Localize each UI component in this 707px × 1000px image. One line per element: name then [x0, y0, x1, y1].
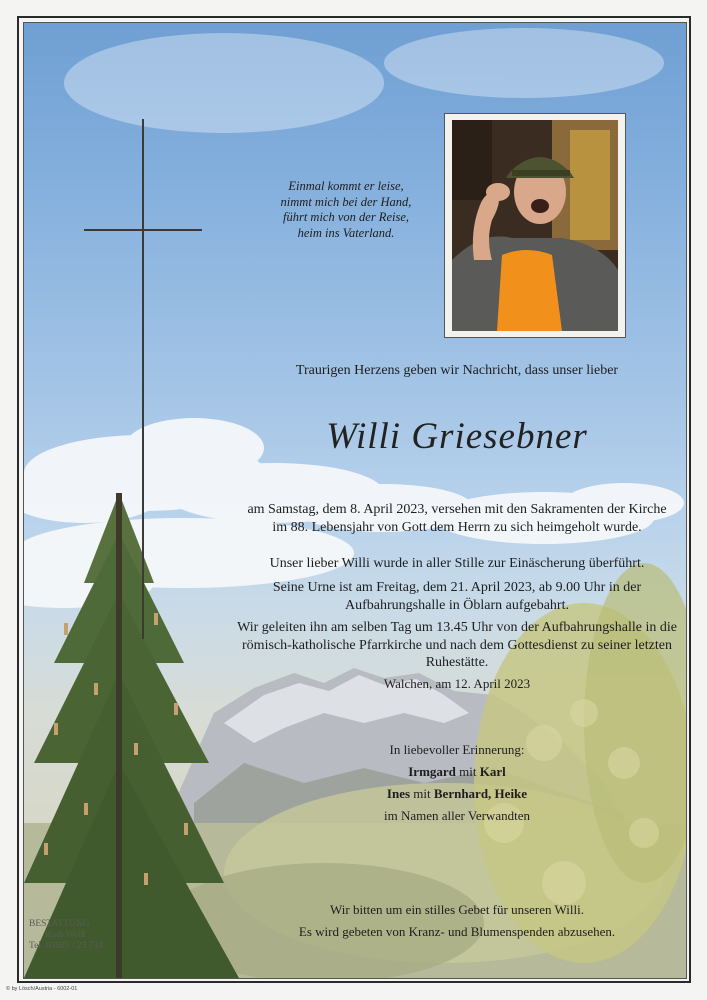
poem-line: nimmt mich bei der Hand,	[280, 194, 412, 209]
mourners-closing: im Namen aller Verwandten	[384, 808, 530, 823]
prayer-request: Wir bitten um ein stilles Gebet für unseren Willi.	[330, 902, 584, 917]
undertaker-phone: Tel. 03685 / 23 733	[29, 941, 104, 951]
deceased-name: Willi Griesebner	[326, 416, 588, 457]
notice-panel	[23, 22, 687, 979]
intro-text: Traurigen Herzens geben wir Nachricht, dass unser lieber	[295, 363, 619, 378]
paragraph-cremation: Unser lieber Willi wurde in aller Stille zur Einäscherung überführt.	[269, 556, 645, 571]
flower-note: Es wird gebeten von Kranz- und Blumenspenden abzusehen.	[298, 924, 616, 939]
cross-vertical-bar	[142, 119, 144, 639]
mourner-row	[244, 783, 670, 805]
poem-line: heim ins Vaterland.	[297, 225, 395, 240]
mourner-conj: mit	[459, 764, 477, 779]
mourners-heading: In liebevoller Erinnerung:	[389, 742, 525, 757]
mourner-name: Irmgard	[408, 764, 456, 779]
poem	[246, 179, 446, 241]
mourner-name: Ines	[386, 786, 411, 801]
mourner-conj: mit	[413, 786, 431, 801]
undertaker-name: Rudi Weiß	[45, 930, 86, 940]
poem-line: führt mich von der Reise,	[282, 210, 409, 224]
mourner-name: Karl	[479, 764, 506, 779]
portrait-photo	[452, 120, 618, 331]
mourner-row	[244, 761, 670, 783]
mourners	[244, 739, 670, 827]
portrait-frame	[444, 113, 626, 338]
mourner-name: Bernhard, Heike	[433, 786, 528, 801]
place-date: Walchen, am 12. April 2023	[383, 676, 531, 691]
cross-horizontal-bar	[84, 229, 202, 231]
undertaker-info	[29, 919, 103, 952]
undertaker-label: BESTATTUNG	[29, 919, 90, 929]
poem-line: Einmal kommt er leise,	[288, 179, 404, 193]
paragraph-passing: am Samstag, dem 8. April 2023, versehen mit den Sakramenten der Kirche im 88. Lebensjahr von Gott dem Herrn zu sich heimgeholt wurde.	[247, 502, 667, 535]
paragraph-funeral: Wir geleiten ihn am selben Tag um 13.45 Uhr von der Aufbahrungshalle in die römisch-katholische Pfarrkirche und nach dem Gottesdienst zu seiner letzten Ruhestätte.	[237, 620, 677, 670]
paragraph-urn: Seine Urne ist am Freitag, dem 21. April 2023, ab 9.00 Uhr in der Aufbahrungshalle in Öblarn aufgebahrt.	[272, 580, 642, 613]
copyright-note: © by Lösch/Austria - 6002-01	[6, 986, 78, 992]
